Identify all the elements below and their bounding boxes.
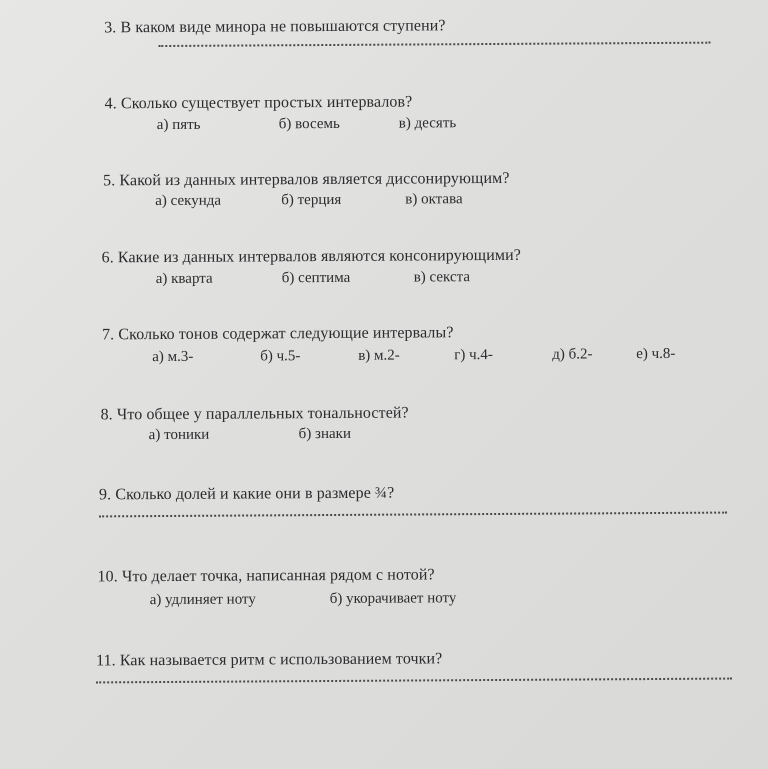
question-7-option-b: б) ч.5-	[260, 348, 301, 365]
question-5-option-c: в) октава	[405, 191, 463, 208]
question-6-text: 6. Какие из данных интервалов являются консонирующими?	[101, 246, 521, 267]
question-4-option-c: в) десять	[398, 115, 457, 132]
question-10-option-a: а) удлиняет ноту	[149, 591, 256, 609]
question-7-option-d: г) ч.4-	[454, 346, 493, 364]
question-7-option-c: в) м.2-	[358, 347, 400, 364]
question-4-text: 4. Сколько существует простых интервалов?	[104, 93, 413, 113]
question-5-text: 5. Какой из данных интервалов является диссонирующим?	[103, 169, 510, 190]
question-9-text: 9. Сколько долей и какие они в размере ¾?	[98, 484, 395, 504]
question-8-option-b: б) знаки	[298, 425, 352, 443]
question-3-text: 3. В каком виде минора не повышаются ступени?	[104, 17, 446, 37]
question-7-text: 7. Сколько тонов содержат следующие интервалы?	[101, 324, 454, 344]
question-7-option-f: е) ч.8-	[636, 345, 676, 363]
question-11-text: 11. Как называется ритм с использованием точки?	[95, 650, 443, 670]
question-3-answer-line[interactable]	[158, 42, 710, 47]
question-10-option-b: б) укорачивает ноту	[329, 590, 457, 607]
question-7-option-e: д) б.2-	[552, 346, 593, 363]
question-11-answer-line[interactable]	[96, 678, 732, 684]
question-8-text: 8. Что общее у параллельных тональностей?	[100, 404, 409, 424]
question-6-option-a: а) кварта	[155, 270, 213, 288]
question-10-text: 10. Что делает точка, написанная рядом с нотой?	[97, 566, 435, 586]
question-6-option-b: б) септима	[281, 269, 351, 287]
question-6-option-c: в) секста	[413, 269, 471, 286]
question-5-option-b: б) терция	[281, 191, 342, 209]
question-4-option-a: а) пять	[156, 116, 201, 134]
question-9-answer-line[interactable]	[99, 512, 727, 518]
question-5-option-a: а) секунда	[155, 192, 222, 210]
question-7-option-a: а) м.3-	[152, 348, 194, 366]
question-4-option-b: б) восемь	[278, 115, 340, 133]
question-8-option-a: а) тоники	[148, 426, 210, 444]
